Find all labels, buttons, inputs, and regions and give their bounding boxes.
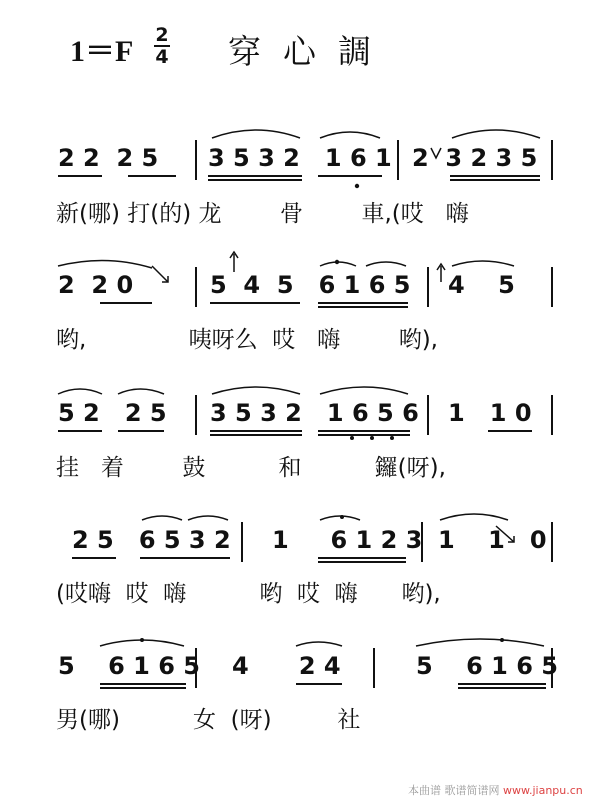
slur [452, 130, 540, 138]
slur [212, 387, 300, 394]
lyric-line: 哟, 咦呀么 哎 嗨 哟), [56, 327, 438, 353]
measure: 1 1 0 [448, 399, 532, 427]
measure: 5 2 2 5 [58, 399, 167, 427]
measure: 2 3 2 3 5 [412, 144, 538, 172]
measure: 5 6 1 6 5 [416, 652, 558, 680]
measure: 3 5 3 2 1 6 1 [208, 144, 392, 172]
octave-dot [370, 436, 374, 440]
slur [416, 639, 544, 646]
measure: 3 5 3 2 1 6 5 6 [210, 399, 419, 427]
measure: 1 6 1 2 3 [272, 526, 423, 554]
key-signature: 1＝F [70, 35, 134, 68]
watermark-url: www.jianpu.cn [503, 784, 583, 797]
slur [142, 516, 182, 520]
slur [320, 132, 380, 138]
slur [440, 514, 508, 520]
measure: 2 2 0 [58, 271, 134, 299]
octave-dot [355, 184, 359, 188]
lyric-line: 挂 着 鼓 和 鑼(呀), [56, 455, 446, 481]
lyric-line: 新(哪) 打(的) 龙 骨 車,(哎 嗨 [56, 201, 469, 227]
lyric-line: (哎嗨 哎 嗨 哟 哎 嗨 哟), [56, 581, 441, 607]
measure: 5 4 5 6 1 6 5 [210, 271, 411, 299]
slur [296, 642, 342, 646]
measure: 4 5 [448, 271, 515, 299]
octave-dot [335, 260, 339, 264]
breath-mark [431, 148, 441, 158]
glide-arrow [496, 526, 514, 542]
octave-dot [340, 515, 344, 519]
watermark-text: 本曲谱 歌谱简谱网 [408, 784, 500, 797]
measure: 4 2 4 [232, 652, 341, 680]
slur [320, 387, 408, 394]
slur [320, 516, 360, 520]
time-signature-top: 2 [155, 24, 169, 46]
slur [366, 262, 406, 266]
watermark [408, 782, 583, 798]
slur [58, 260, 152, 268]
octave-dot [500, 638, 504, 642]
octave-dot [140, 638, 144, 642]
measure: 2 5 6 5 3 2 [72, 526, 231, 554]
measure: 1 1 0 [438, 526, 547, 554]
slur [118, 389, 164, 394]
measure: 2 2 2 5 [58, 144, 159, 172]
slur [212, 130, 300, 138]
octave-dot [350, 436, 354, 440]
measure: 5 6 1 6 5 [58, 652, 200, 680]
song-title: 穿心調 [228, 32, 393, 71]
slur [188, 516, 228, 520]
glide-arrow [152, 266, 168, 282]
time-signature-bottom: 4 [155, 46, 169, 68]
octave-dot [390, 436, 394, 440]
slur [58, 389, 102, 394]
lyric-line: 男(哪) 女 (呀) 社 [56, 707, 361, 733]
slur [452, 261, 514, 266]
